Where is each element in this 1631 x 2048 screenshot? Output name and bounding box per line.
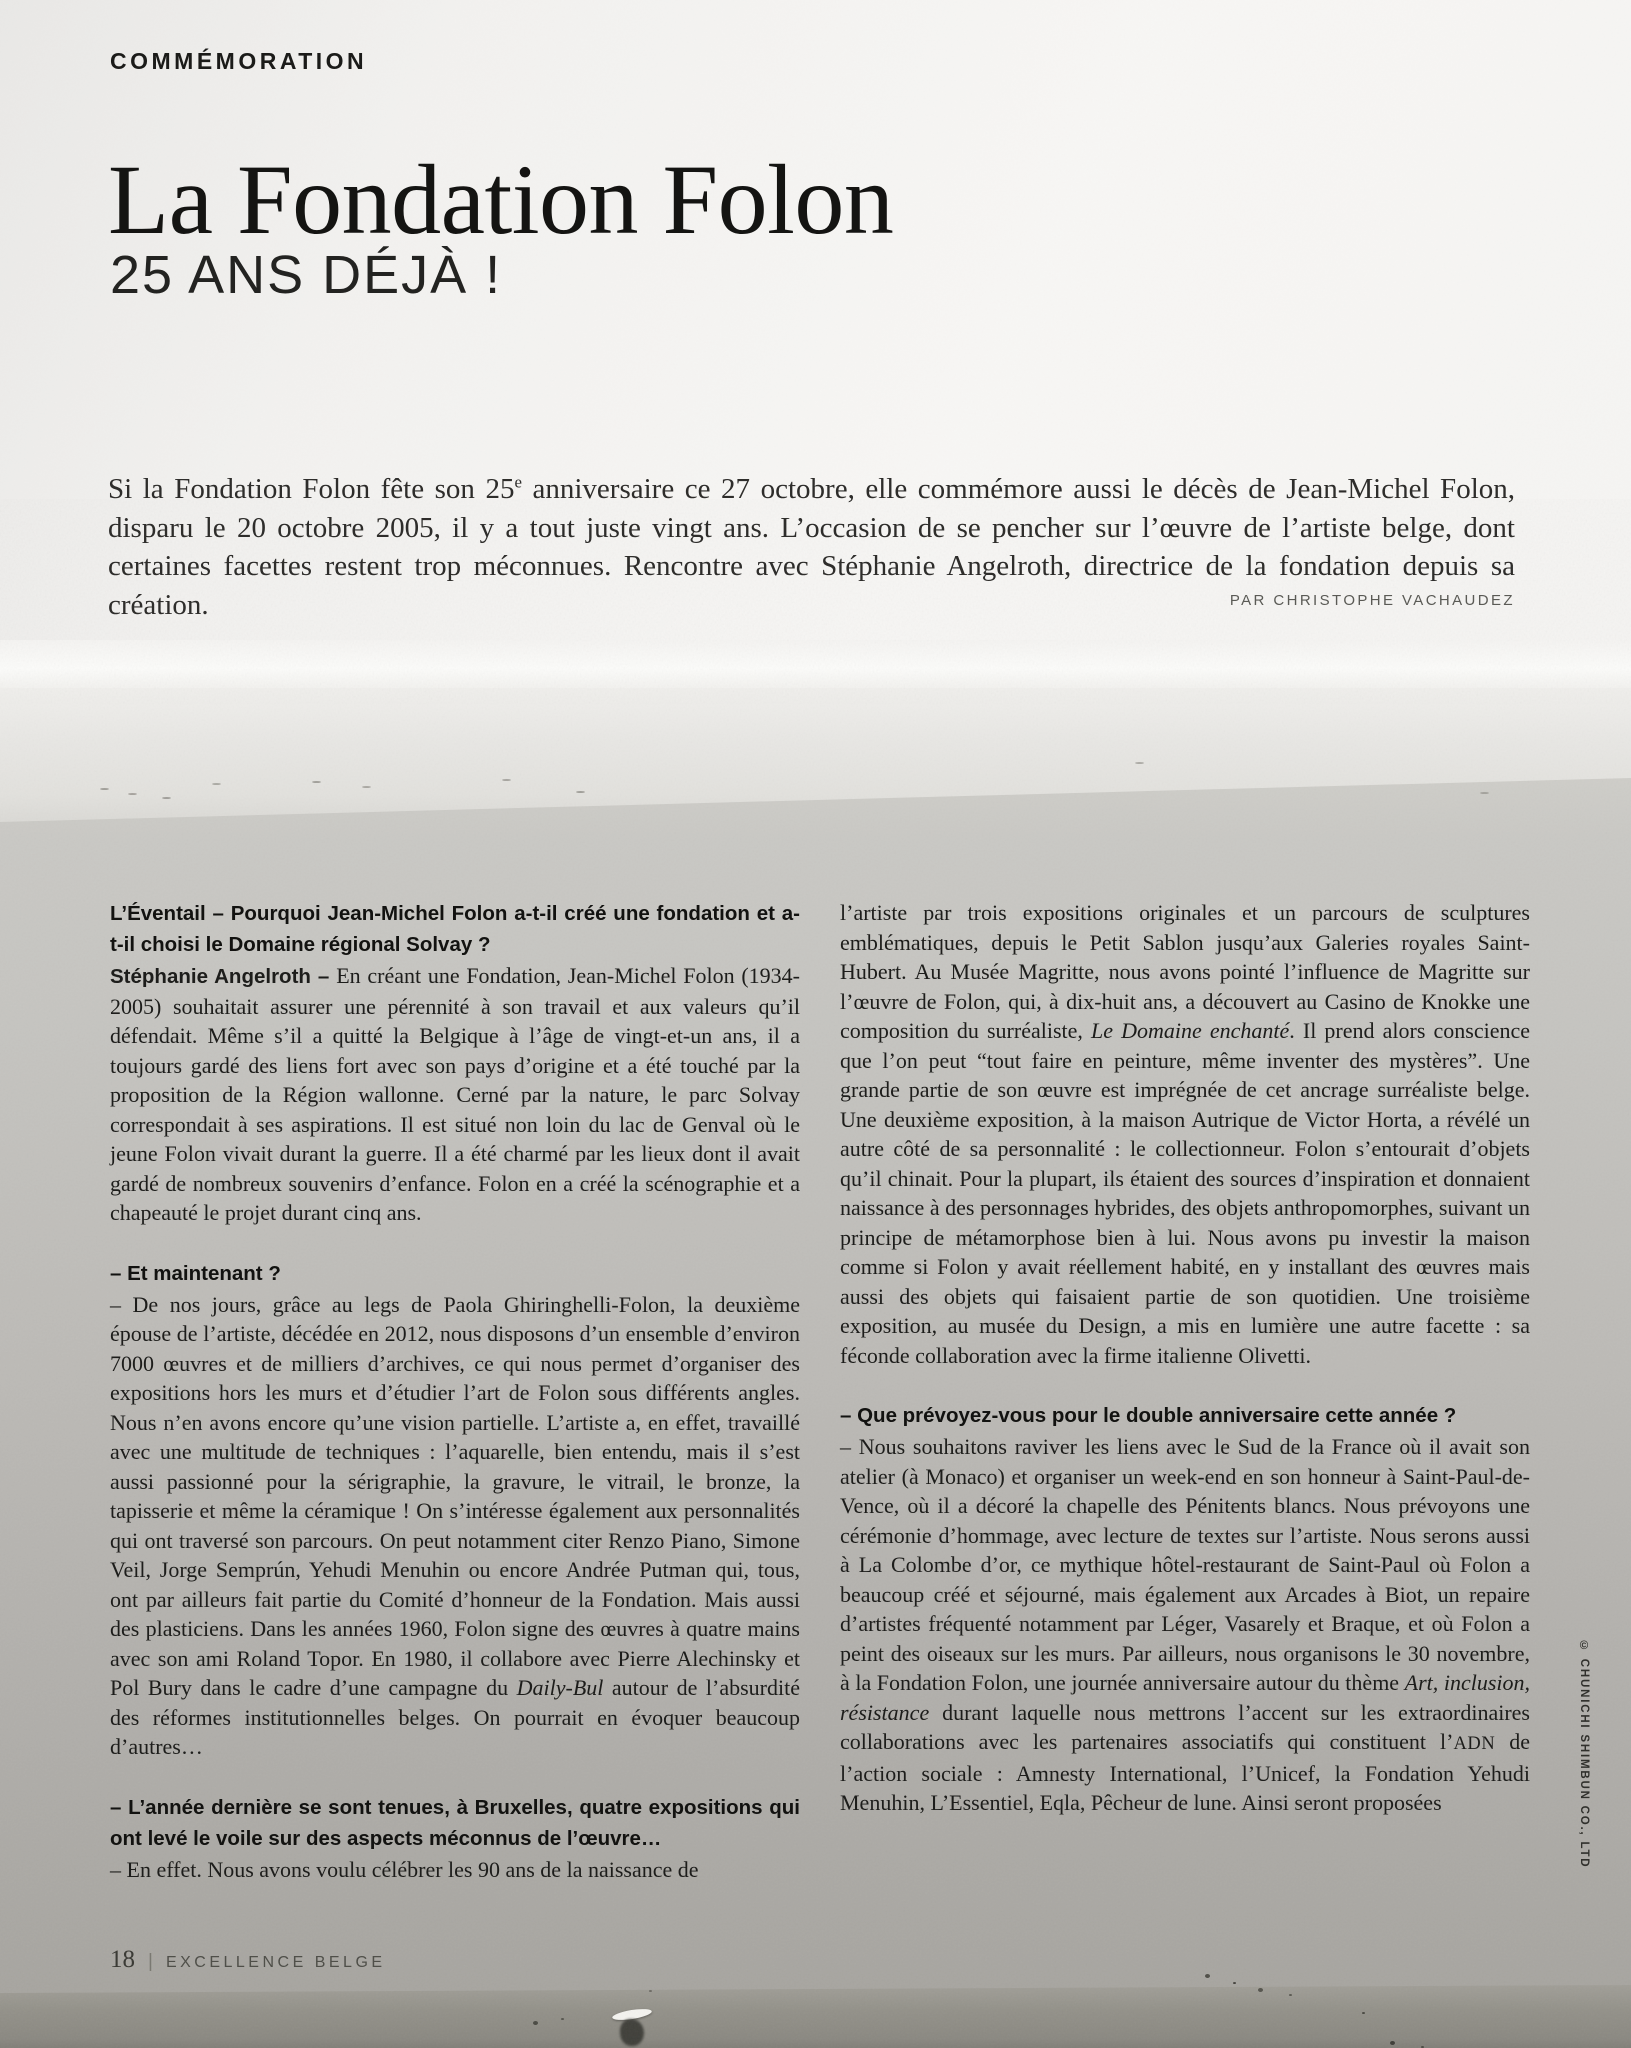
- page-title: La Fondation Folon: [108, 144, 894, 255]
- article-body: [110, 898, 1530, 1884]
- page-number: 18: [110, 1946, 135, 1973]
- photo-sky-band: [0, 640, 1631, 692]
- byline: PAR CHRISTOPHE VACHAUDEZ: [1229, 592, 1515, 609]
- article-right-column: [840, 898, 1530, 1884]
- page-footer: [110, 1946, 386, 1974]
- intro-text-start: Si la Fondation Folon fête son 25: [108, 473, 515, 505]
- interview-answer: Stéphanie Angelroth – En créant une Fondation, Jean-Michel Folon (1934-2005) souhaitait assurer une pérennité à son travail et aux valeurs qu’il défendait. Même s’il a quitté la Belgique à l’âge de vingt-et-un ans, il a toujours gardé des liens fort avec son pays d’origine et a été touché par la proposition de la Région wallonne. Cerné par la nature, le parc Solvay correspondait à ses aspirations. Il est situé non loin du lac de Genval où le jeune Folon vivait durant la guerre. Il a été charmé par les lieux dont il avait gardé de nombreux souvenirs d’enfance. Folon en a créé la scénographie et a chapeauté le projet durant cinq ans.: [110, 963, 800, 1225]
- magazine-name: EXCELLENCE BELGE: [165, 1954, 386, 1971]
- footer-separator: |: [148, 1951, 153, 1972]
- ordinal-superscript: e: [514, 472, 522, 492]
- page-subtitle: 25 ANS DÉJÀ !: [110, 245, 503, 305]
- interview-question: – Que prévoyez-vous pour le double anniversaire cette année ?: [840, 1404, 1457, 1427]
- interview-question: – L’année dernière se sont tenues, à Bruxelles, quatre expositions qui ont levé le voile sur des aspects méconnus de l’œuvre…: [110, 1795, 800, 1850]
- intro-text-end: anniversaire ce 27 octobre, elle commémore aussi le décès de Jean-Michel Folon, disparu le 20 octobre 2005, il y a tout juste vingt ans. L’occasion de se pencher sur l’œuvre de l’artiste belge, dont certaines facettes restent trop méconnues. Rencontre avec Stéphanie Angelroth, directrice de la fondation depuis sa création.: [108, 473, 1515, 621]
- interview-answer: – De nos jours, grâce au legs de Paola Ghiringhelli-Folon, la deuxième épouse de l’artiste, décédée en 2012, nous disposons d’un ensemble d’environ 7000 œuvres et de milliers d’archives, ce qui nous permet d’organiser des expositions hors les murs et d’étudier l’art de Folon sous différents angles. Nous n’en avons encore qu’une vision partielle. L’artiste a, en effet, travaillé avec une multitude de techniques : l’aquarelle, bien entendu, mais il s’est aussi passionné pour la sérigraphie, la gravure, le vitrail, le bronze, la tapisserie et même la céramique ! On s’intéresse également aux personnalités qui ont traversé son parcours. On peut notamment citer Renzo Piano, Simone Veil, Jorge Semprún, Yehudi Menuhin ou encore Andrée Putman qui, tous, ont par ailleurs fait partie du Comité d’honneur de la Fondation. Mais aussi des plasticiens. Dans les années 1960, Folon signe des œuvres à quatre mains avec son ami Roland Topor. En 1980, il collabore avec Pierre Alechinsky et Pol Bury dans le cadre d’une campagne du Daily-Bul autour de l’absurdité des réformes institutionnelles belges. On pourrait en évoquer beaucoup d’autres…: [110, 1291, 800, 1759]
- interview-question: L’Éventail – Pourquoi Jean-Michel Folon a-t-il créé une fondation et a-t-il choisi le Domaine régional Solvay ?: [110, 902, 800, 956]
- section-kicker: COMMÉMORATION: [110, 48, 368, 74]
- photo-credit-vertical: © CHUNICHI SHIMBUN CO., LTD: [1578, 1640, 1590, 1869]
- interview-answer: – Nous souhaitons raviver les liens avec le Sud de la France où il avait son atelier (à Monaco) et organiser un week-end en son honneur à Saint-Paul-de-Vence, où il a décoré la chapelle des Pénitents blancs. Nous prévoyons une cérémonie d’hommage, avec lecture de textes sur l’artiste. Nous serons aussi à La Colombe d’or, ce mythique hôtel-restaurant de Saint-Paul où Folon a beaucoup créé et séjourné, mais également aux Arcades à Biot, un repaire d’artistes fréquenté notamment par Léger, Vasarely et Braque, et où Folon a peint des oiseaux sur les murs. Par ailleurs, nous organisons le 30 novembre, à la Fondation Folon, une journée anniversaire autour du thème Art, inclusion, résistance durant laquelle nous mettrons l’accent sur les extraordinaires collaborations avec les partenaires associatifs qui constituent l’ADN de l’action sociale : Amnesty International, l’Unicef, la Fondation Yehudi Menuhin, L’Essentiel, Eqla, Pêcheur de lune. Ainsi seront proposées: [840, 1434, 1531, 1815]
- interview-question: – Et maintenant ?: [110, 1261, 281, 1285]
- photo-bottom-dark-strip: [0, 1985, 1631, 2048]
- interview-answer: l’artiste par trois expositions originales et un parcours de sculptures emblématiques, depuis le Petit Sablon jusqu’aux Galeries royales Saint-Hubert. Au Musée Magritte, nous avons pointé l’influence de Magritte sur l’œuvre de Folon, qui, à dix-huit ans, a découvert au Casino de Knokke une composition du surréaliste, Le Domaine enchanté. Il prend alors conscience que l’on peut “tout faire en peinture, même inventer des mystères”. Une grande partie de son œuvre est imprégnée de cet ancrage surréaliste belge. Une deuxième exposition, à la maison Autrique de Victor Horta, a révélé un autre côté de sa personnalité : le collectionneur. Folon s’entourait d’objets qu’il chinait. Pour la plupart, ils étaient des sources d’inspiration et donnaient naissance à des personnages hybrides, des objets anthropomorphes, suivant un principe de métamorphose bien à lui. Nous avons pu investir la maison comme si Folon y avait réellement habité, en y installant des œuvres mais aussi des objets qui faisaient partie de son quotidien. Une troisième exposition, au musée du Design, a mis en lumière une autre facette : sa féconde collaboration avec la firme italienne Olivetti.: [840, 900, 1530, 1368]
- interview-answer: – En effet. Nous avons voulu célébrer les 90 ans de la naissance de: [110, 1856, 699, 1882]
- sand-speck-marks: [0, 0, 5, 4]
- article-left-column: [110, 898, 800, 1884]
- bird-shadow: [620, 2019, 644, 2046]
